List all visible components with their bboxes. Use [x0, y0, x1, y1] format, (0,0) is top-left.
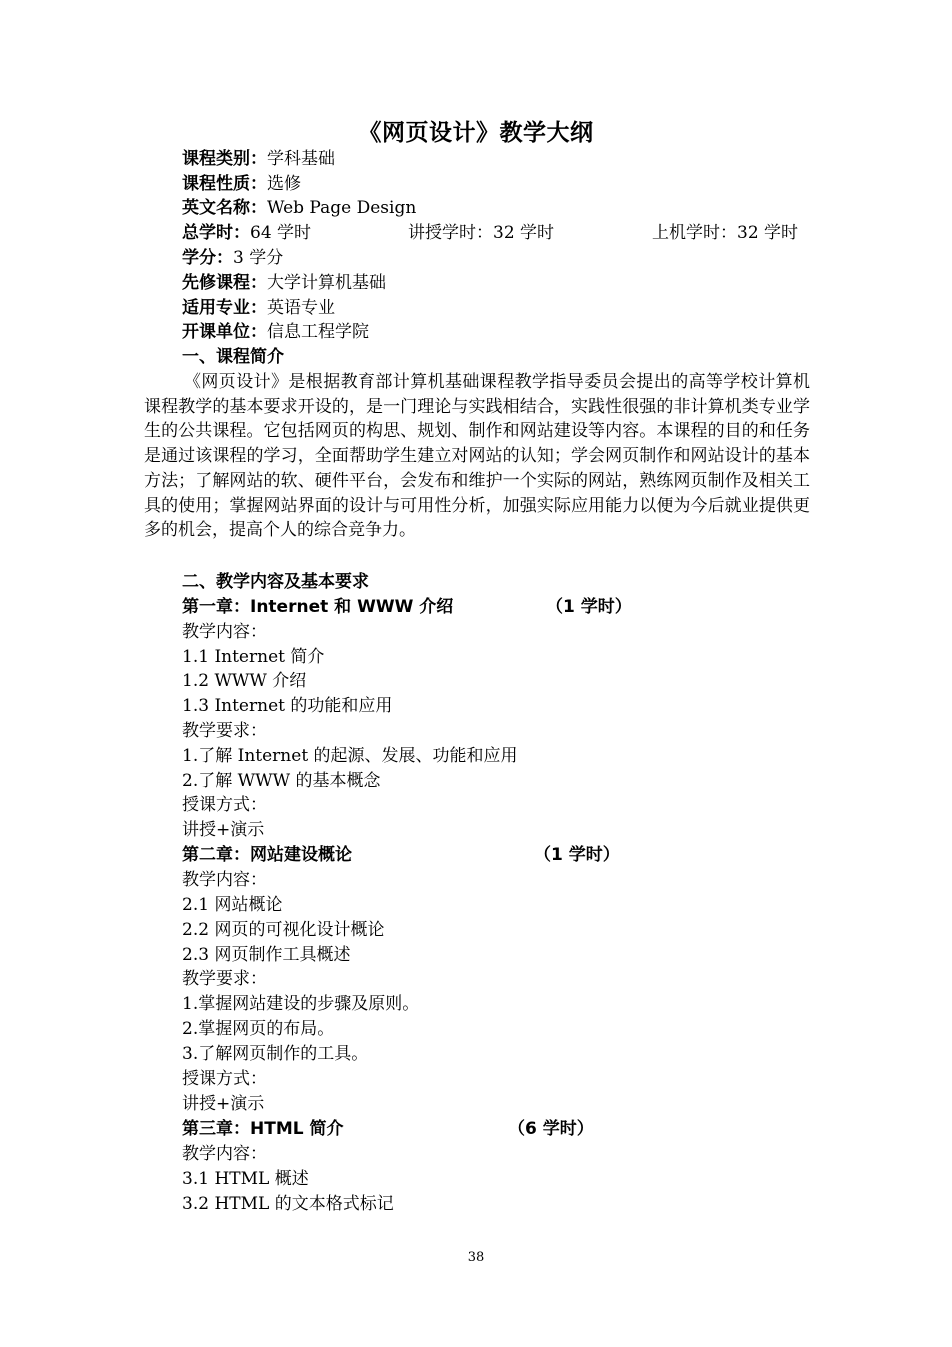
- chapter-1-content-label: 教学内容：: [182, 622, 267, 642]
- chapter-2-hours: （1 学时）: [534, 845, 620, 865]
- meta-prerequisite: 先修课程：大学计算机基础: [182, 273, 386, 293]
- chapter-1-title: 第一章：Internet 和 WWW 介绍: [182, 597, 454, 617]
- chapter-3-hours: （6 学时）: [508, 1119, 594, 1139]
- chapter-2-content-label: 教学内容：: [182, 870, 267, 890]
- chapter-2-item: 2.2 网页的可视化设计概论: [182, 920, 385, 940]
- chapter-3-item: 3.2 HTML 的文本格式标记: [182, 1194, 394, 1214]
- meta-nature: 课程性质：选修: [182, 174, 301, 194]
- chapter-3-content-label: 教学内容：: [182, 1144, 267, 1164]
- chapter-3-item: 3.1 HTML 概述: [182, 1169, 309, 1189]
- meta-major: 适用专业：英语专业: [182, 298, 335, 318]
- meta-lab-hours: 上机学时：32 学时: [652, 223, 799, 243]
- intro-heading: 一、课程简介: [182, 347, 284, 367]
- chapter-2-item: 2.3 网页制作工具概述: [182, 945, 351, 965]
- chapter-2-method-label: 授课方式：: [182, 1069, 267, 1089]
- meta-category: 课程类别：学科基础: [182, 149, 335, 169]
- chapter-1-hours: （1 学时）: [546, 597, 632, 617]
- chapter-2-item: 2.1 网站概论: [182, 895, 283, 915]
- chapter-1-item: 1.2 WWW 介绍: [182, 671, 307, 691]
- chapter-2-req: 2.掌握网页的布局。: [182, 1019, 335, 1039]
- meta-total-hours: 总学时：64 学时: [182, 223, 312, 243]
- chapter-1-req-label: 教学要求：: [182, 721, 267, 741]
- chapter-2-method: 讲授+演示: [182, 1094, 265, 1114]
- chapter-2-req: 3.了解网页制作的工具。: [182, 1044, 369, 1064]
- chapter-2-title: 第二章：网站建设概论: [182, 845, 352, 865]
- chapter-1-req: 1.了解 Internet 的起源、发展、功能和应用: [182, 746, 518, 766]
- page-number: 38: [467, 1250, 485, 1265]
- chapter-1-req: 2.了解 WWW 的基本概念: [182, 771, 381, 791]
- meta-english-name: 英文名称：Web Page Design: [182, 198, 417, 218]
- document-title: 《网页设计》教学大纲: [358, 120, 594, 146]
- chapter-3-title: 第三章：HTML 简介: [182, 1119, 344, 1139]
- chapter-1-item: 1.1 Internet 简介: [182, 647, 325, 667]
- meta-credit: 学分：3 学分: [182, 248, 284, 268]
- chapter-1-method: 讲授+演示: [182, 820, 265, 840]
- content-heading: 二、教学内容及基本要求: [182, 572, 369, 592]
- chapter-1-method-label: 授课方式：: [182, 795, 267, 815]
- chapter-2-req-label: 教学要求：: [182, 969, 267, 989]
- intro-paragraph: 《网页设计》是根据教育部计算机基础课程教学指导委员会提出的高等学校计算机课程教学的基本要求开设的，是一门理论与实践相结合，实践性很强的非计算机类专业学生的公共课程。它包括网页的构思、规划、制作和网站建设等内容。本课程的目的和任务是通过该课程的学习，全面帮助学生建立对网站的认知；学会网页制作和网站设计的基本方法；了解网站的软、硬件平台，会发布和维护一个实际的网站，熟练网页制作及相关工具的使用；掌握网站界面的设计与可用性分析，加强实际应用能力以便为今后就业提供更多的机会，提高个人的综合竞争力。: [144, 372, 810, 541]
- meta-lecture-hours: 讲授学时：32 学时: [408, 223, 555, 243]
- chapter-1-item: 1.3 Internet 的功能和应用: [182, 696, 393, 716]
- meta-unit: 开课单位：信息工程学院: [182, 322, 369, 342]
- chapter-2-req: 1.掌握网站建设的步骤及原则。: [182, 994, 420, 1014]
